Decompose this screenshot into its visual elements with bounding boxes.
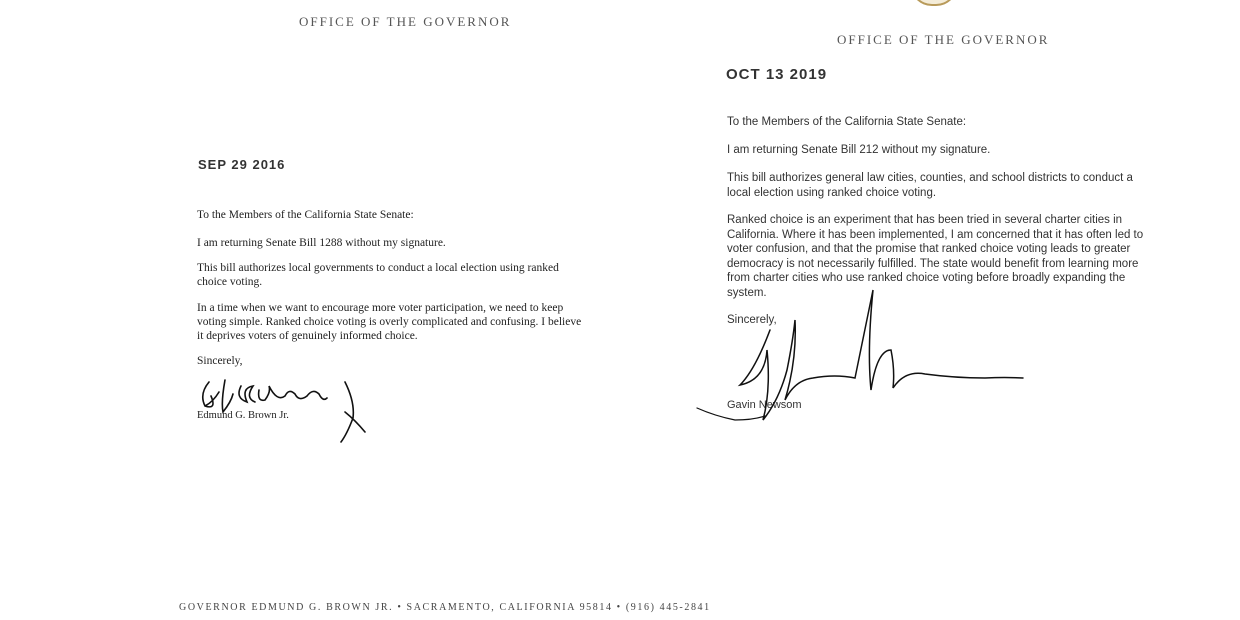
salutation: To the Members of the California State Senate:	[727, 116, 967, 128]
state-seal-icon	[910, 0, 958, 6]
letterhead-footer: GOVERNOR EDMUND G. BROWN JR. • SACRAMENTO, CALIFORNIA 95814 • (916) 445-2841	[179, 602, 711, 613]
paragraph-3: Ranked choice is an experiment that has been tried in several charter cities in California. Where it has been implemented, I am concerned that it has often led to voter confusion, and that the promise that ranked choice voting leads to greater democracy is not necessarily fulfilled. The state would benefit from learning more from charter cities who use ranked choice voting before broadly expanding the system.	[727, 214, 1144, 299]
salutation: To the Members of the California State Senate:	[197, 209, 414, 221]
signer-name: Gavin Newsom	[727, 399, 802, 411]
paragraph-3: In a time when we want to encourage more voter participation, we need to keep voting simple. Ranked choice voting is overly complicated and confusing. I believe it deprives voters of genuinely informed choice.	[197, 302, 582, 342]
paragraph-1: I am returning Senate Bill 1288 without my signature.	[197, 237, 446, 249]
office-heading: OFFICE OF THE GOVERNOR	[837, 32, 1050, 47]
date-stamp: SEP 29 2016	[198, 157, 286, 172]
closing: Sincerely,	[727, 314, 777, 326]
signature-newsom	[695, 270, 1035, 450]
closing: Sincerely,	[197, 355, 243, 367]
signer-name: Edmund G. Brown Jr.	[197, 410, 289, 421]
paragraph-2: This bill authorizes local governments to conduct a local election using ranked choice voting.	[197, 262, 559, 288]
letter-newsom	[660, 0, 1240, 620]
date-stamp: OCT 13 2019	[726, 66, 828, 83]
office-heading: OFFICE OF THE GOVERNOR	[299, 14, 512, 29]
paragraph-1: I am returning Senate Bill 212 without my signature.	[727, 144, 991, 156]
paragraph-2: This bill authorizes general law cities, counties, and school districts to conduct a local election using ranked choice voting.	[727, 172, 1133, 199]
